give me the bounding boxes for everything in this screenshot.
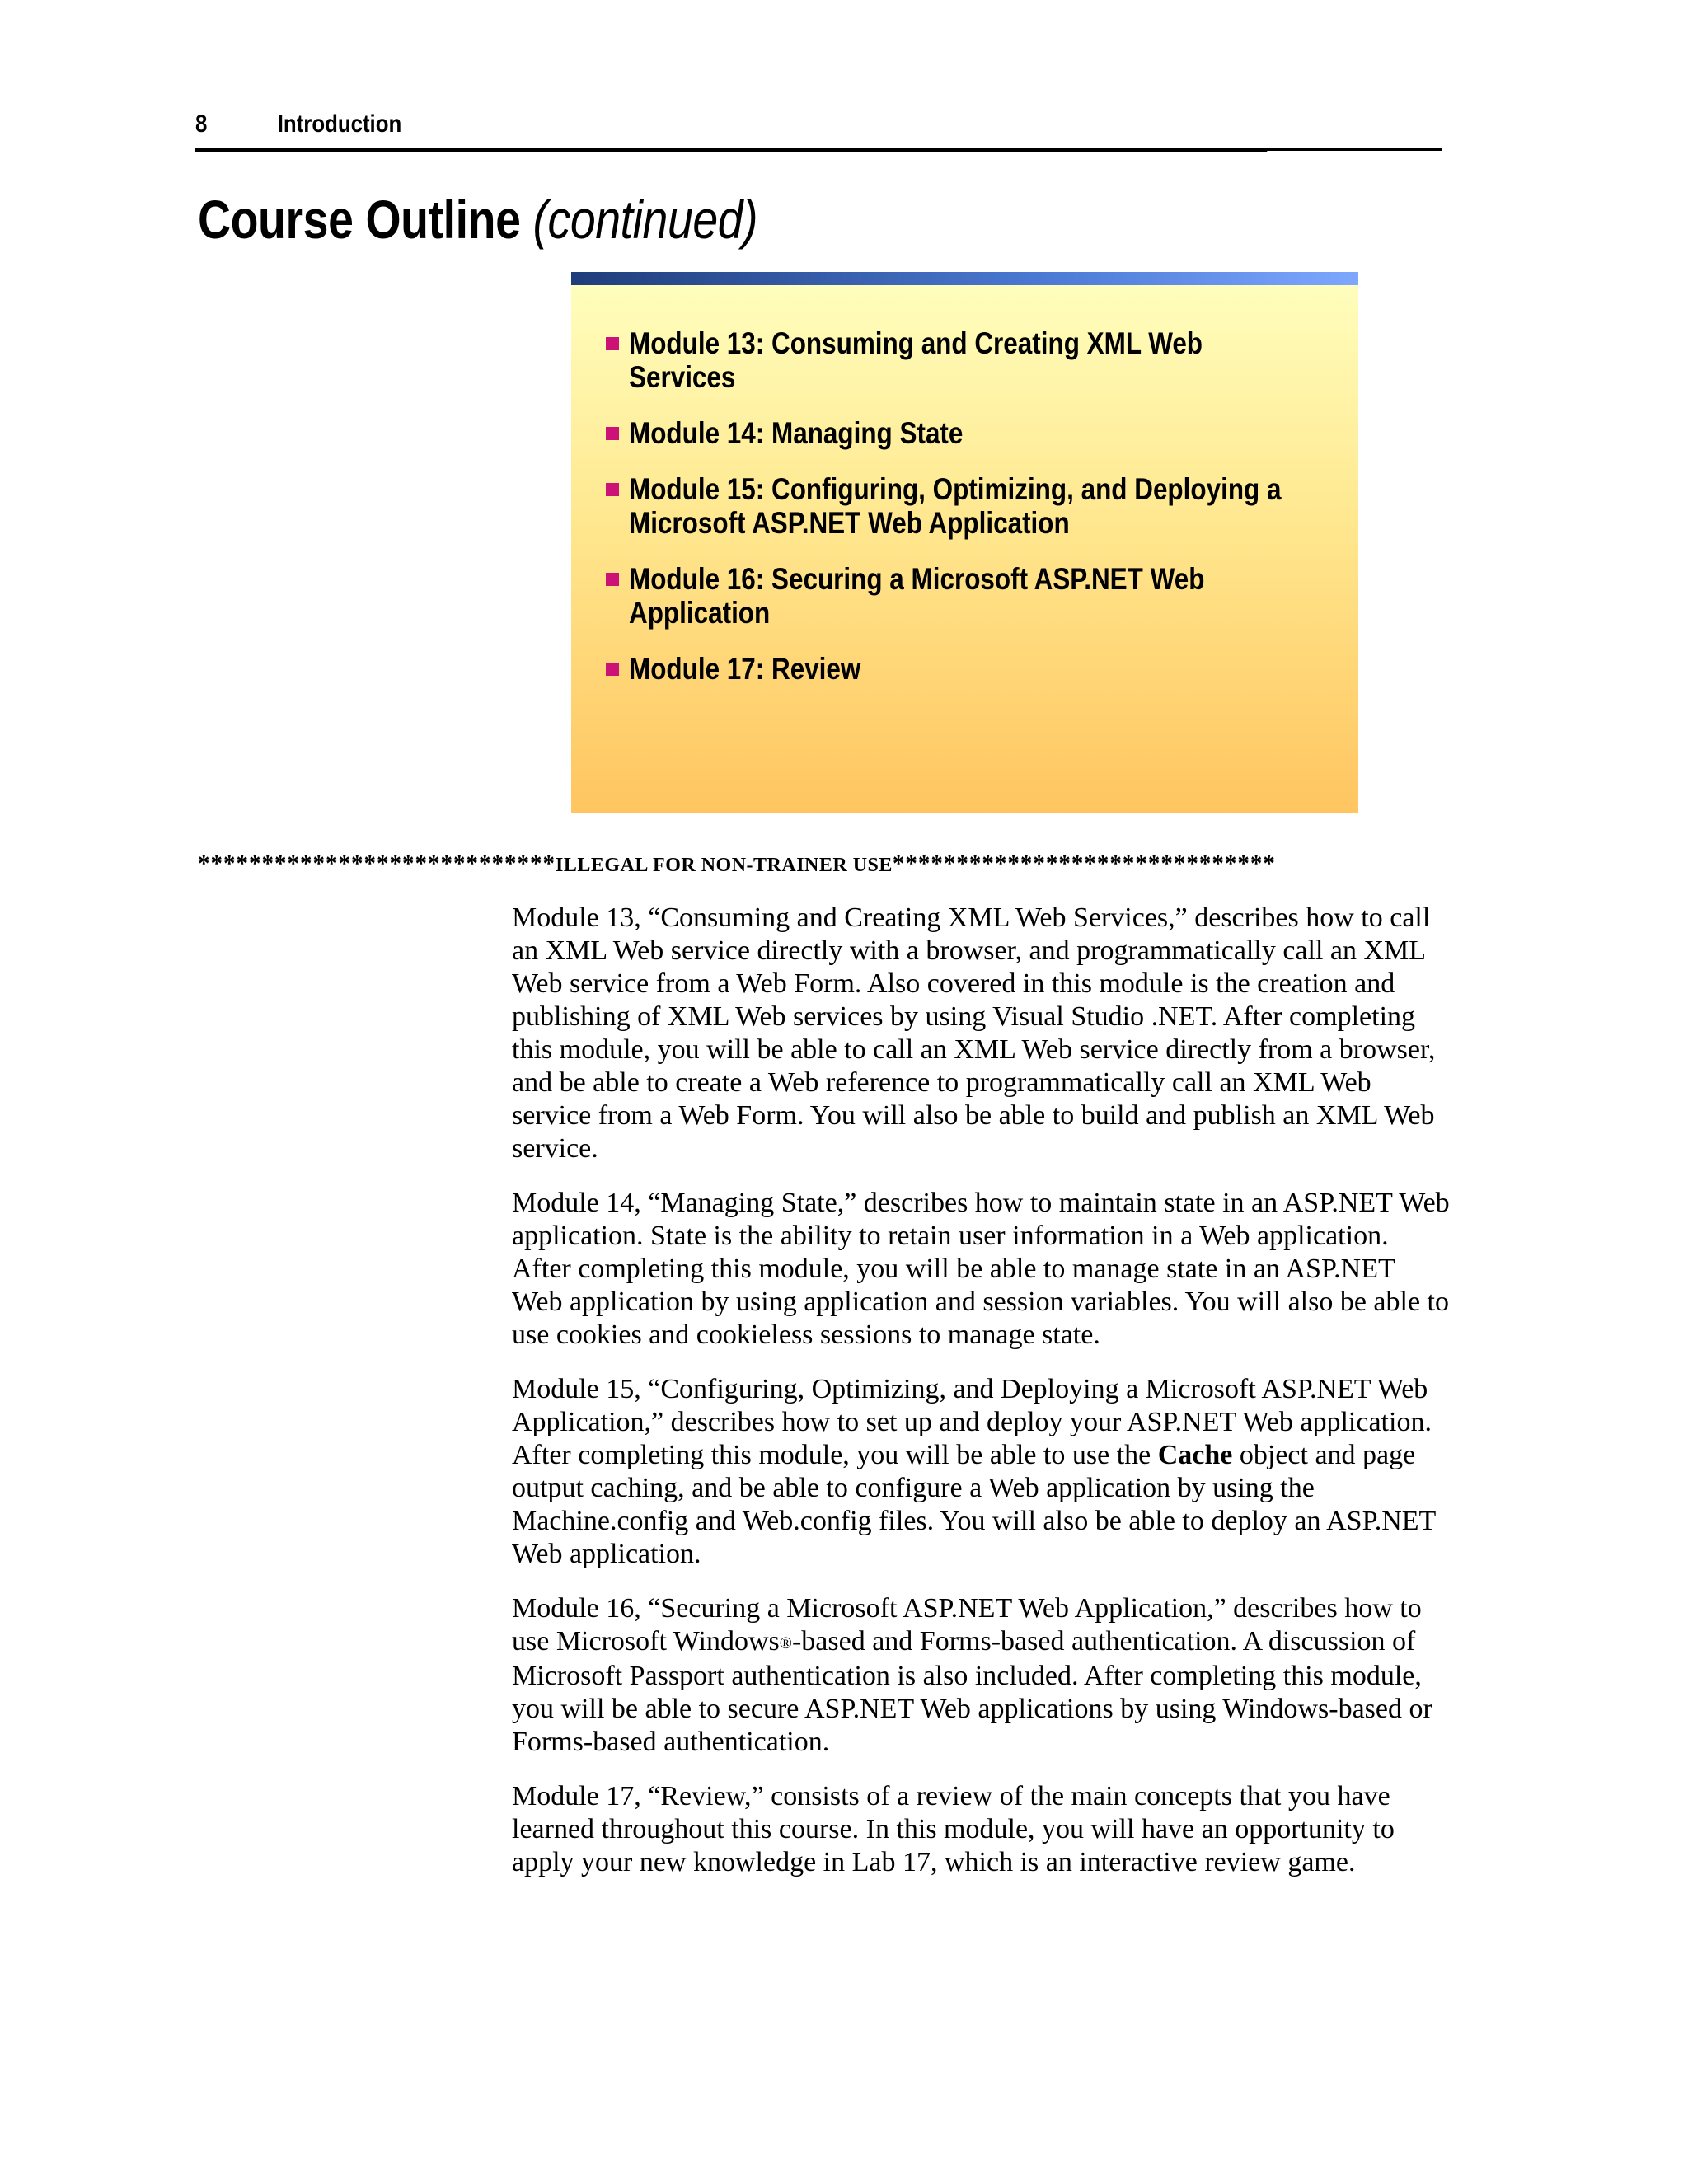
paragraph-module-16 [512,1592,1451,1759]
cache-keyword: Cache [1157,1440,1233,1470]
watermark-text: ILLEGAL FOR NON-TRAINER USE [556,855,893,876]
module-item-label: Module 16: Securing a Microsoft ASP.NET Web Application [629,562,1205,630]
paragraph-module-13: Module 13, “Consuming and Creating XML Web Services,” describes how to call an XML Web service directly with a browser, and programmatically call an XML Web service from a Web Form. Also covered in this module is the creation and publishing of XML Web services by using Visual Studio .NET. After completing this module, you will be able to call an XML Web service directly from a browser, and be able to create a Web reference to programmatically call an XML Web service from a Web Form. You will also be able to build and publish an XML Web service. [512,902,1436,1164]
module-list-item [606,472,1315,540]
registered-mark: ® [779,1634,792,1652]
paragraph-module-17: Module 17, “Review,” consists of a review of the main concepts that you have learned throughout this course. In this module, you will have an opportunity to apply your new knowledge in Lab 17, which is an interactive review game. [512,1781,1395,1877]
page-title [198,188,757,251]
square-bullet-icon [606,663,619,676]
square-bullet-icon [606,427,619,440]
page-header [195,110,1267,152]
module-item-label: Module 14: Managing State [629,416,964,450]
module-list [606,326,1315,708]
paragraph-module-15 [512,1373,1451,1571]
p3-text-after: object and page output caching, and be able to configure a Web application by using the Machine.config and Web.config files. You will also be able to deploy an ASP.NET Web application. [512,1440,1436,1569]
module-list-item [606,326,1315,394]
slide-panel [571,272,1358,813]
page-number: 8 [195,110,208,138]
module-list-item [606,652,1315,686]
trainer-use-watermark [198,851,1442,878]
paragraph-module-14: Module 14, “Managing State,” describes how to maintain state in an ASP.NET Web application. State is the ability to retain user information in a Web application. After completing this module, you will be able to manage state in an ASP.NET Web application by using application and session variables. You will also be able to use cookies and cookieless sessions to manage state. [512,1188,1450,1350]
p4-text-after: -based and Forms-based authentication. A discussion of Microsoft Passport authentication is also included. After completing this module, you will be able to secure ASP.NET Web applications by using Windows-based or Forms-based authentication. [512,1626,1432,1757]
p4-text-before: Module 16, “Securing a Microsoft ASP.NET Web Application,” describes how to use Microsoft Windows [512,1593,1422,1657]
title-main: Course Outline [198,189,521,250]
watermark-stars-left: **************************** [198,851,556,877]
module-item-label: Module 13: Consuming and Creating XML Web Services [629,326,1203,394]
watermark-stars-right: ****************************** [892,851,1276,877]
module-item-label: Module 15: Configuring, Optimizing, and Deploying a Microsoft ASP.NET Web Application [629,472,1282,540]
module-list-item [606,562,1315,630]
slide-title-bar [571,272,1358,285]
square-bullet-icon [606,337,619,350]
module-list-item [606,416,1315,450]
module-item-label: Module 17: Review [629,652,861,686]
section-label: Introduction [277,110,402,138]
square-bullet-icon [606,483,619,496]
title-continued: (continued) [532,189,758,250]
body-text [512,902,1451,1900]
p3-text-before: Module 15, “Configuring, Optimizing, and Deploying a Microsoft ASP.NET Web Application,” describes how to set up and deploy your ASP.NET Web application. After completing this module, you will be able to use the [512,1374,1432,1470]
square-bullet-icon [606,573,619,586]
header-rule [195,148,1442,151]
